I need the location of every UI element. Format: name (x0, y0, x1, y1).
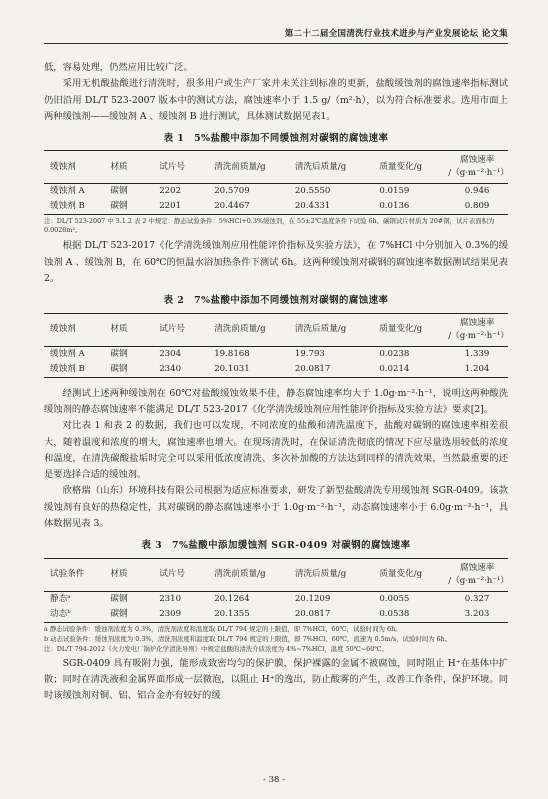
table-cell: 20.4331 (294, 201, 331, 212)
table-2-header: 缓蚀剂 (44, 313, 108, 346)
table-cell: 2202 (159, 186, 182, 197)
table-cell: 2310 (159, 593, 182, 604)
table-cell: 缓蚀剂 A (50, 348, 85, 359)
table-1-header: 材质 (108, 151, 157, 184)
table-1-caption: 表 1 5%盐酸中添加不同缓蚀剂对碳钢的腐蚀速率 (163, 133, 389, 145)
paragraph-4: 经测试上述两种缓蚀剂在 60℃对盐酸缓蚀效果不佳，静态腐蚀速率均大于 1.0g·m⁻²·h⁻¹，说明这两种酸洗缓蚀剂的静态腐蚀速率不能满足 DL/T 523-2017《化学清洗缓蚀剂应用性能评价指标及实验方法》要求[2]。 (44, 387, 508, 415)
table-3-note-c: 注：DL/T 794-2012《火力发电厂锅炉化学清洗导则》中规定盐酸的清洗介质浓度为 4%~7%HCl，温度 50℃~60℃。 (44, 644, 388, 653)
table-cell: 静态ᵃ (50, 593, 71, 604)
table-3-header: 材质 (108, 558, 157, 591)
table-cell: 20.1355 (214, 608, 250, 619)
table-3-header: 清洗前质量/g (212, 558, 293, 591)
table-row (44, 362, 508, 378)
table-row (44, 346, 508, 362)
table-cell: 0.0238 (379, 348, 410, 359)
table-cell: 缓蚀剂 B (50, 201, 85, 212)
table-cell: 1.339 (464, 348, 490, 359)
table-cell: 20.5550 (294, 186, 331, 197)
document-body (44, 60, 508, 705)
table-2 (44, 313, 508, 378)
table-cell: 19.8168 (214, 348, 250, 359)
paragraph-6: 欣格瑞（山东）环境科技有限公司根据为适应标准要求，研发了新型盐酸清洗专用缓蚀剂 SGR-0409。该款缓蚀剂有良好的热稳定性，其对碳钢的静态腐蚀速率小于 1.0g·m⁻²·h⁻¹，动态腐蚀速率小于 6.0g·m⁻²·h⁻¹，具体数据见表 3。 (44, 485, 508, 530)
table-row (44, 184, 508, 200)
page-number: - 38 - (263, 775, 285, 785)
table-cell: 3.203 (464, 608, 490, 619)
table-row (44, 591, 508, 607)
table-cell: 0.946 (464, 186, 490, 197)
table-1-header: 试片号 (157, 151, 212, 184)
table-2-header: 试片号 (157, 313, 212, 346)
table-2-header: 清洗前质量/g (212, 313, 293, 346)
table-cell: 0.0538 (379, 608, 410, 619)
paragraph-7: SGR-0409 具有吸附力强，能形成致密均匀的保护膜，保护裸露的金属不被腐蚀，同时阻止 H⁺在基体中扩散；同时在清洗液和金属界面形成一层微泡，以阻止 H⁺的逸出，防止酸雾的产生，改善工作条件，保护环境。同时该缓蚀剂对铜、铝、铝合金亦有较好的缓 (44, 657, 508, 702)
paragraph-1: 低，容易处理，仍然应用比较广泛。 (44, 62, 193, 73)
table-cell: 20.0817 (294, 363, 331, 374)
table-cell: 20.1031 (214, 363, 250, 374)
table-cell: 动态ᵇ (50, 608, 71, 619)
table-cell: 碳钢 (110, 201, 128, 212)
table-cell: 碳钢 (110, 186, 128, 197)
table-cell: 0.0214 (379, 363, 410, 374)
table-cell: 20.0817 (294, 608, 331, 619)
table-3-header: 腐蚀速率 /（g·m⁻²·h⁻¹） (446, 558, 508, 591)
table-cell: 缓蚀剂 A (50, 186, 85, 197)
table-3-caption: 表 3 7%盐酸中添加缓蚀剂 SGR-0409 对碳钢的腐蚀速率 (141, 540, 411, 552)
table-cell: 20.1264 (214, 593, 250, 604)
table-3-header: 试验条件 (44, 558, 108, 591)
paragraph-2: 采用无机酸盐酸进行清洗时，很多用户或生产厂家并未关注到标准的更新，盐酸缓蚀剂的腐蚀速率指标测试仍旧沿用 DL/T 523-2007 版本中的测试方法，腐蚀速率小于 1.5 g/（m²·h），以为符合标准要求。选用市面上两种缓蚀剂——缓蚀剂 A 、缓蚀剂 B 进行测试，具体测试数据见表1。 (44, 78, 508, 122)
table-cell: 碳钢 (110, 363, 128, 374)
table-cell: 碳钢 (110, 593, 128, 604)
table-3 (44, 558, 508, 623)
table-3-note-b: b 动态试验条件：缓蚀剂浓度为 0.3%，清洗剂浓度和温度取 DL/T 794 规定的上限值，即 7%HCl、60℃，流速为 0.5m/s，试验时间为 6h。 (44, 634, 452, 643)
table-3-header: 试片号 (157, 558, 212, 591)
table-2-header: 材质 (108, 313, 157, 346)
table-2-header: 质量变化/g (377, 313, 446, 346)
table-cell: 20.1209 (294, 593, 331, 604)
table-row (44, 607, 508, 623)
table-2-header: 腐蚀速率 /（g·m⁻²·h⁻¹） (446, 313, 508, 346)
table-cell: 1.204 (464, 363, 490, 374)
table-cell: 20.4467 (214, 201, 250, 212)
table-2-header: 清洗后质量/g (293, 313, 378, 346)
table-cell: 2304 (159, 348, 182, 359)
table-cell: 缓蚀剂 B (50, 363, 85, 374)
table-2-caption: 表 2 7%盐酸中添加不同缓蚀剂对碳钢的腐蚀速率 (163, 295, 389, 307)
table-cell: 0.327 (464, 593, 490, 604)
paragraph-3: 根据 DL/T 523-2017《化学清洗缓蚀剂应用性能评价指标及实验方法》，在 7%HCl 中分别加入 0.3%的缓蚀剂 A 、缓蚀剂 B，在 60℃的恒温水浴加热条件下测试 6h。这两种缓蚀剂对碳钢的腐蚀速率数据测试结果见表 2。 (44, 240, 508, 285)
paragraph-5: 对比表 1 和表 2 的数据，我们也可以发现，不同浓度的盐酸和清洗温度下，盐酸对碳钢的腐蚀速率相差很大，随着温度和浓度的增大，腐蚀速率也增大。在现场清洗时，在保证清洗彻底的情况下应尽量选用较低的浓度和温度，在清洗碳酸盐垢时完全可以采用低浓度清洗、多次补加酸的方法达到同样的清洗效果，当然最重要的还是要选择合适的缓蚀剂。 (44, 420, 508, 481)
table-cell: 碳钢 (110, 608, 128, 619)
table-1-header: 缓蚀剂 (44, 151, 108, 184)
table-cell: 19.793 (294, 348, 325, 359)
table-cell: 0.0136 (379, 201, 410, 212)
table-1-header: 腐蚀速率 /（g·m⁻²·h⁻¹） (446, 151, 508, 184)
table-cell: 0.809 (464, 201, 490, 212)
running-header: 第二十二届全国清洗行业技术进步与产业发展论坛 论文集 (44, 27, 508, 44)
table-cell: 2201 (159, 201, 182, 212)
table-3-note-a: a 静态试验条件：缓蚀剂浓度为 0.3%，清洗剂浓度和温度取 DL/T 794 规定的上限值，即 7%HCl、60℃，试验时间为 6h。 (44, 624, 402, 633)
table-1 (44, 150, 508, 215)
table-3-header: 质量变化/g (377, 558, 446, 591)
table-1-header: 清洗前质量/g (212, 151, 293, 184)
table-cell: 碳钢 (110, 348, 128, 359)
table-cell: 2309 (159, 608, 182, 619)
table-1-header: 质量变化/g (377, 151, 446, 184)
table-cell: 2340 (159, 363, 182, 374)
table-1-header: 清洗后质量/g (293, 151, 378, 184)
table-cell: 0.0055 (379, 593, 410, 604)
table-cell: 20.5709 (214, 186, 250, 197)
table-row (44, 199, 508, 215)
table-1-note: 注：DL/T 523-2007 中 3.1.2 表 2 中规定：静态试验条件：5%HCl+0.3%缓蚀剂，在 55±2℃温度条件下试验 6h。碳钢试片材质为 20#钢，试片表面积为 0.0028m²。 (44, 217, 495, 235)
table-3-header: 清洗后质量/g (293, 558, 378, 591)
table-cell: 0.0159 (379, 186, 410, 197)
